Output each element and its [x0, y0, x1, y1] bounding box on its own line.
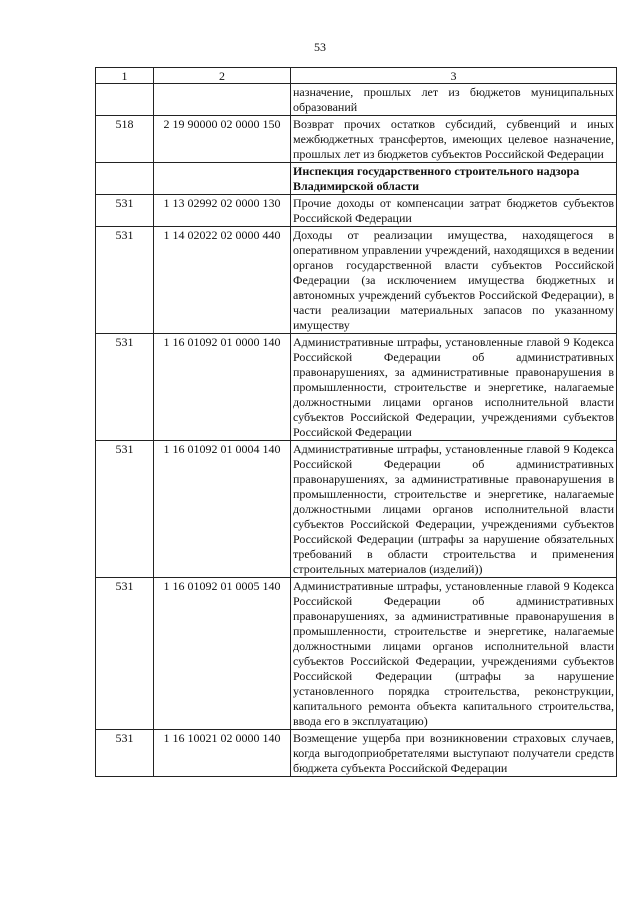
- budget-code-cell: 1 16 10021 02 0000 140: [154, 730, 291, 777]
- table-row: [96, 441, 617, 578]
- table-row: [96, 578, 617, 730]
- table-row: [96, 84, 617, 116]
- description-cell: Прочие доходы от компенсации затрат бюджетов субъектов Российской Федерации: [291, 195, 617, 227]
- description-cell: Административные штрафы, установленные главой 9 Кодекса Российской Федерации об административных правонарушениях, за административные правонарушения в промышленности, строительстве и энергетике, налагаемые должностными лицами органов исполнительной власти субъектов Российской Федерации, учреждениями субъектов Российской Федерации: [291, 334, 617, 441]
- budget-code-cell: 1 16 01092 01 0004 140: [154, 441, 291, 578]
- admin-code-cell: 531: [96, 730, 154, 777]
- budget-code-cell: [154, 84, 291, 116]
- table-row: [96, 227, 617, 334]
- admin-code-cell: 531: [96, 195, 154, 227]
- table-header-row: [96, 68, 617, 84]
- budget-code-cell: 1 14 02022 02 0000 440: [154, 227, 291, 334]
- table-row: [96, 163, 617, 195]
- budget-code-cell: 1 16 01092 01 0005 140: [154, 578, 291, 730]
- description-cell: Доходы от реализации имущества, находящегося в оперативном управлении учреждений, находящихся в ведении органов государственной власти субъектов Российской Федерации (за исключением имущества бюджетных и автономных учреждений субъектов Российской Федерации), в части реализации материальных запасов по указанному имуществу: [291, 227, 617, 334]
- page-number: 53: [314, 40, 326, 54]
- admin-code-cell: 531: [96, 334, 154, 441]
- table-row: [96, 334, 617, 441]
- description-cell: Административные штрафы, установленные главой 9 Кодекса Российской Федерации об административных правонарушениях, за административные правонарушения в промышленности, строительстве и энергетике, налагаемые должностными лицами органов исполнительной власти субъектов Российской Федерации, учреждениями субъектов Российской Федерации (штрафы за нарушение установленного порядка строительства, реконструкции, капитального ремонта объекта капитального строительства, ввода его в эксплуатацию): [291, 578, 617, 730]
- column-header-1: 1: [96, 68, 154, 84]
- description-cell: Возврат прочих остатков субсидий, субвенций и иных межбюджетных трансфертов, имеющих целевое назначение, прошлых лет из бюджетов субъектов Российской Федерации: [291, 116, 617, 163]
- revenue-classification-table: [95, 67, 617, 777]
- admin-code-cell: [96, 163, 154, 195]
- budget-code-cell: 1 13 02992 02 0000 130: [154, 195, 291, 227]
- column-header-2: 2: [154, 68, 291, 84]
- description-cell: Возмещение ущерба при возникновении страховых случаев, когда выгодоприобретателями выступают получатели средств бюджета субъекта Российской Федерации: [291, 730, 617, 777]
- admin-code-cell: 531: [96, 441, 154, 578]
- description-cell: Административные штрафы, установленные главой 9 Кодекса Российской Федерации об административных правонарушениях, за административные правонарушения в промышленности, строительстве и энергетике, налагаемые должностными лицами органов исполнительной власти субъектов Российской Федерации, учреждениями субъектов Российской Федерации (штрафы за нарушение обязательных требований в области строительства и применения строительных материалов (изделий)): [291, 441, 617, 578]
- description-cell: назначение, прошлых лет из бюджетов муниципальных образований: [291, 84, 617, 116]
- budget-code-cell: 2 19 90000 02 0000 150: [154, 116, 291, 163]
- admin-code-cell: 518: [96, 116, 154, 163]
- table-row: [96, 195, 617, 227]
- table-row: [96, 730, 617, 777]
- admin-code-cell: [96, 84, 154, 116]
- column-header-3: 3: [291, 68, 617, 84]
- admin-code-cell: 531: [96, 227, 154, 334]
- budget-code-cell: 1 16 01092 01 0000 140: [154, 334, 291, 441]
- table-row: [96, 116, 617, 163]
- budget-code-cell: [154, 163, 291, 195]
- admin-code-cell: 531: [96, 578, 154, 730]
- description-cell: Инспекция государственного строительного надзора Владимирской области: [291, 163, 617, 195]
